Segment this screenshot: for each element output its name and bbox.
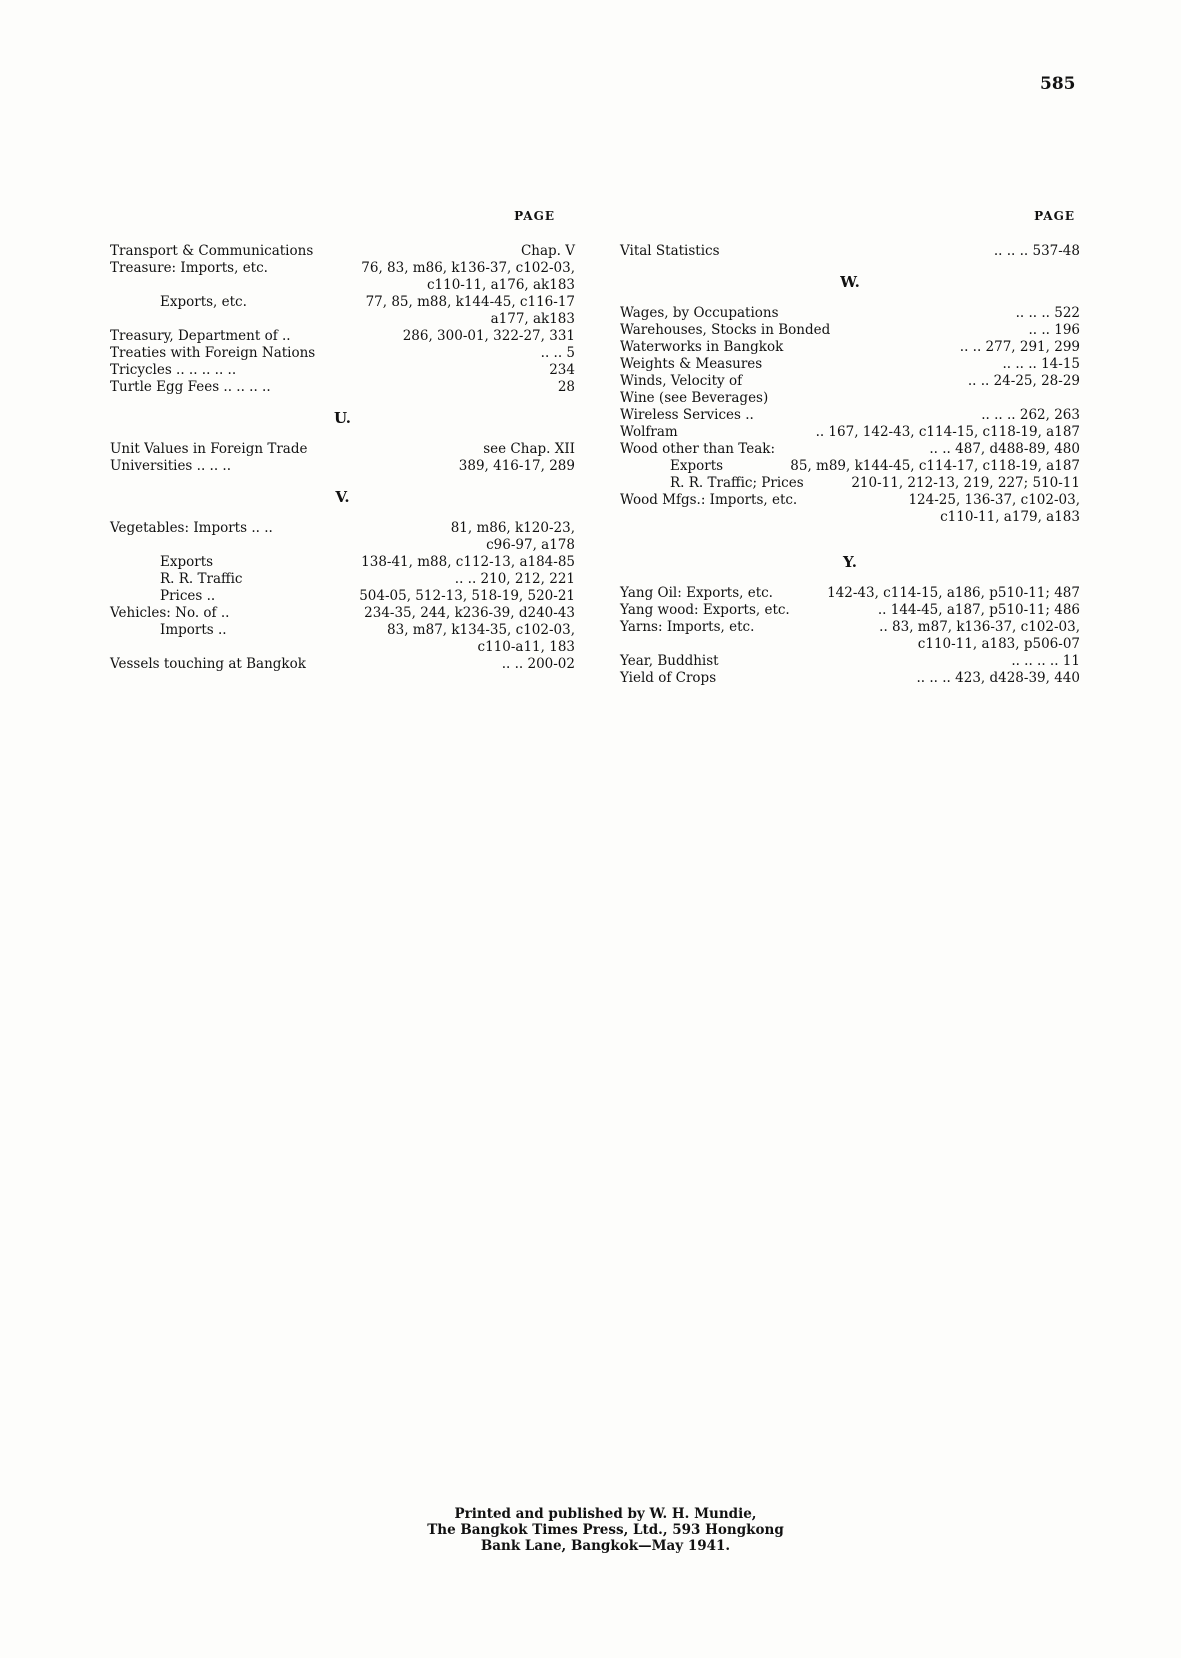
index-entry: [110, 605, 575, 622]
index-entry: [620, 619, 1080, 636]
entry-label: Wood Mfgs.: Imports, etc.: [620, 492, 798, 508]
entry-label: Universities .. .. ..: [110, 458, 231, 474]
entry-page-refs: 81, m86, k120-23,: [450, 520, 575, 536]
index-entry: [620, 373, 1080, 390]
index-entry: [620, 441, 1080, 458]
entry-label: R. R. Traffic; Prices: [670, 475, 804, 491]
entry-page-refs: .. 83, m87, k136-37, c102-03,: [879, 619, 1080, 635]
section-heading-v: V.: [335, 488, 350, 506]
entry-label: Yarns: Imports, etc.: [620, 619, 755, 635]
entry-page-refs: 142-43, c114-15, a186, p510-11; 487: [827, 585, 1080, 601]
entry-label: Turtle Egg Fees .. .. .. ..: [110, 379, 271, 395]
index-column-right: [620, 208, 1080, 687]
index-entry: [110, 345, 575, 362]
index-entry: [110, 379, 575, 396]
index-entry: [620, 509, 1080, 526]
entry-page-refs: 234: [549, 362, 575, 378]
entries-vi: [620, 243, 1080, 260]
entry-page-refs: 234-35, 244, k236-39, d240-43: [364, 605, 575, 621]
entry-page-refs: 504-05, 512-13, 518-19, 520-21: [359, 588, 575, 604]
entry-page-refs: 210-11, 212-13, 219, 227; 510-11: [851, 475, 1080, 491]
entry-label: Yang wood: Exports, etc.: [620, 602, 790, 618]
index-entry: [620, 390, 1080, 407]
entry-label: Wolfram: [620, 424, 678, 440]
index-entry: [620, 653, 1080, 670]
index-entry: [620, 492, 1080, 509]
entry-label: Waterworks in Bangkok: [620, 339, 784, 355]
entry-page-refs: .. .. 487, d488-89, 480: [929, 441, 1080, 457]
index-entry: [110, 571, 575, 588]
entry-label: Exports, etc.: [160, 294, 247, 310]
index-entry: [110, 277, 575, 294]
entry-label: Prices ..: [160, 588, 216, 604]
index-entry: [620, 602, 1080, 619]
entry-page-refs: .. .. .. 537-48: [993, 243, 1080, 259]
entry-label: Wages, by Occupations: [620, 305, 779, 321]
entry-label: Vessels touching at Bangkok: [110, 656, 306, 672]
index-entry: [110, 458, 575, 475]
index-entry: [110, 328, 575, 345]
entry-label: Exports: [160, 554, 214, 570]
index-entry: [620, 458, 1080, 475]
entries-y: [620, 585, 1080, 687]
entry-page-refs: .. .. .. .. 11: [1011, 653, 1080, 669]
entry-page-refs: c110-11, a183, p506-07: [917, 636, 1080, 652]
page-number: 585: [1040, 74, 1076, 94]
entry-page-refs: c110-11, a179, a183: [940, 509, 1080, 525]
entry-page-refs: c110-11, a176, ak183: [426, 277, 575, 293]
entry-label: Unit Values in Foreign Trade: [110, 441, 308, 457]
index-entry: [620, 407, 1080, 424]
entry-page-refs: a177, ak183: [490, 311, 575, 327]
index-entry: [110, 520, 575, 537]
entry-label: Wood other than Teak:: [620, 441, 776, 457]
index-entry: [620, 475, 1080, 492]
index-entry: [620, 356, 1080, 373]
entry-page-refs: see Chap. XII: [483, 441, 575, 457]
index-entry: [110, 588, 575, 605]
entry-page-refs: .. 167, 142-43, c114-15, c118-19, a187: [815, 424, 1080, 440]
section-heading-y: Y.: [843, 553, 857, 571]
entries-t: [110, 243, 575, 396]
entry-label: Yield of Crops: [620, 670, 717, 686]
entry-page-refs: 138-41, m88, c112-13, a184-85: [361, 554, 575, 570]
entry-page-refs: 286, 300-01, 322-27, 331: [402, 328, 575, 344]
index-entry: [110, 656, 575, 673]
entry-label: Wine (see Beverages): [620, 390, 769, 406]
entry-page-refs: c96-97, a178: [486, 537, 575, 553]
index-entry: [110, 441, 575, 458]
entry-page-refs: 76, 83, m86, k136-37, c102-03,: [361, 260, 575, 276]
index-entry: [110, 243, 575, 260]
entry-label: Tricycles .. .. .. .. ..: [110, 362, 237, 378]
page-column-header: PAGE: [1034, 209, 1075, 223]
entries-u: [110, 441, 575, 475]
index-entry: [110, 537, 575, 554]
entry-page-refs: .. .. .. 262, 263: [981, 407, 1080, 423]
index-entry: [110, 362, 575, 379]
index-column-left: [110, 208, 575, 673]
entry-label: Yang Oil: Exports, etc.: [620, 585, 773, 601]
index-entry: [620, 670, 1080, 687]
imprint-line-2: The Bangkok Times Press, Ltd., 593 Hongkong: [427, 1522, 784, 1538]
entry-page-refs: 77, 85, m88, k144-45, c116-17: [365, 294, 575, 310]
entry-page-refs: Chap. V: [520, 243, 575, 259]
index-entry: [620, 322, 1080, 339]
entry-label: Winds, Velocity of: [620, 373, 743, 389]
entry-page-refs: .. .. 277, 291, 299: [959, 339, 1080, 355]
entry-page-refs: c110-a11, 183: [477, 639, 575, 655]
entry-page-refs: 389, 416-17, 289: [458, 458, 575, 474]
entry-label: Vehicles: No. of ..: [110, 605, 230, 621]
entry-label: Warehouses, Stocks in Bonded: [620, 322, 831, 338]
index-entry: [110, 622, 575, 639]
entry-label: Vital Statistics: [620, 243, 720, 259]
section-heading-u: U.: [334, 409, 351, 427]
entry-page-refs: 28: [557, 379, 575, 395]
entry-page-refs: .. .. .. 14-15: [1002, 356, 1080, 372]
entry-page-refs: .. .. 24-25, 28-29: [967, 373, 1080, 389]
imprint: [0, 1506, 1181, 1554]
index-entry: [110, 639, 575, 656]
entry-page-refs: 83, m87, k134-35, c102-03,: [387, 622, 575, 638]
page-column-header: PAGE: [514, 209, 555, 223]
entry-label: Treasury, Department of ..: [110, 328, 291, 344]
entries-w: [620, 305, 1080, 526]
entry-page-refs: [768, 390, 1080, 407]
entry-page-refs: 85, m89, k144-45, c114-17, c118-19, a187: [790, 458, 1080, 474]
entry-label: Treasure: Imports, etc.: [110, 260, 268, 276]
entry-page-refs: .. 144-45, a187, p510-11; 486: [877, 602, 1080, 618]
entry-page-refs: 124-25, 136-37, c102-03,: [908, 492, 1080, 508]
entry-page-refs: .. .. 196: [1028, 322, 1080, 338]
entry-label: Imports ..: [160, 622, 227, 638]
entry-label: Exports: [670, 458, 724, 474]
entry-label: Year, Buddhist: [620, 653, 719, 669]
entry-label: Transport & Communications: [110, 243, 314, 259]
index-entry: [620, 424, 1080, 441]
entry-page-refs: .. .. .. 522: [1015, 305, 1080, 321]
entry-label: Vegetables: Imports .. ..: [110, 520, 273, 536]
entry-label: Treaties with Foreign Nations: [110, 345, 316, 361]
entry-page-refs: .. .. 210, 212, 221: [454, 571, 575, 587]
entry-label: R. R. Traffic: [160, 571, 243, 587]
index-entry: [620, 585, 1080, 602]
entry-page-refs: .. .. 5: [540, 345, 575, 361]
index-entry: [620, 305, 1080, 322]
entry-page-refs: .. .. 200-02: [501, 656, 575, 672]
imprint-line-1: Printed and published by W. H. Mundie,: [454, 1506, 757, 1522]
index-entry: [110, 554, 575, 571]
entries-v: [110, 520, 575, 673]
entry-page-refs: .. .. .. 423, d428-39, 440: [916, 670, 1080, 686]
entry-label: Weights & Measures: [620, 356, 763, 372]
entry-label: Wireless Services ..: [620, 407, 754, 423]
index-entry: [620, 636, 1080, 653]
index-entry: [110, 294, 575, 311]
section-heading-w: W.: [840, 273, 860, 291]
index-entry: [110, 260, 575, 277]
index-entry: [110, 311, 575, 328]
index-entry: [620, 339, 1080, 356]
imprint-line-3: Bank Lane, Bangkok—May 1941.: [480, 1538, 731, 1554]
index-entry: [620, 243, 1080, 260]
